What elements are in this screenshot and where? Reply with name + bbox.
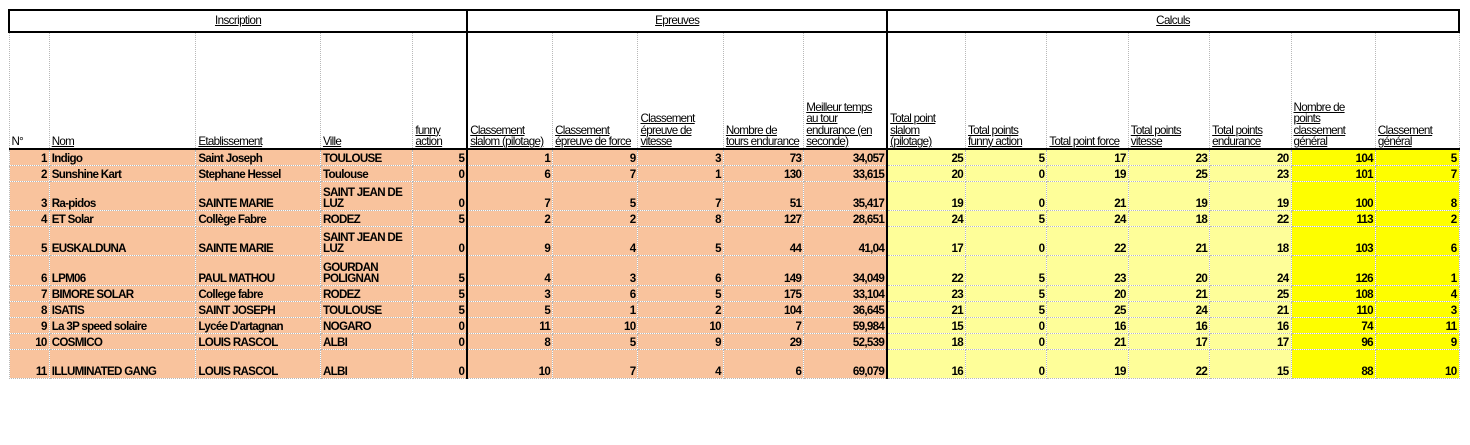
col-classement-vitesse-cell: 5 (638, 227, 723, 256)
col-total-slalom-cell: 22 (887, 256, 965, 286)
col-ville-cell: ALBI (320, 350, 412, 379)
col-etablissement-cell: Collège Fabre (196, 211, 321, 227)
col-meilleur-temps-cell: 35,417 (804, 182, 887, 211)
col-total-slalom-cell: 25 (887, 149, 965, 166)
col-total-endurance-cell: 21 (1210, 302, 1291, 318)
col-points-general-cell: 104 (1291, 149, 1375, 166)
col-total-vitesse-cell: 22 (1128, 350, 1209, 379)
col-meilleur-temps-cell: 41,04 (804, 227, 887, 256)
col-points-general-cell: 113 (1291, 211, 1375, 227)
col-total-vitesse-cell: 23 (1128, 149, 1209, 166)
table-row (9, 334, 1459, 350)
col-classement-general-cell: 1 (1375, 256, 1459, 286)
col-number-cell: 4 (9, 211, 49, 227)
col-number-cell: 10 (9, 334, 49, 350)
col-funny-action-cell: 5 (413, 302, 467, 318)
col-total-funny-cell: 0 (966, 334, 1047, 350)
col-classement-slalom-cell: 4 (467, 256, 552, 286)
col-total-funny-cell: 0 (966, 166, 1047, 182)
col-total-funny-header: Total points funny action (966, 32, 1047, 149)
col-points-general-cell: 96 (1291, 334, 1375, 350)
col-ville-cell: SAINT JEAN DE LUZ (320, 227, 412, 256)
col-tours-endurance-cell: 6 (723, 350, 803, 379)
col-total-force-cell: 25 (1047, 302, 1128, 318)
col-number-cell: 5 (9, 227, 49, 256)
table-row (9, 318, 1459, 334)
col-etablissement-cell: SAINTE MARIE (196, 227, 321, 256)
col-total-slalom-cell: 24 (887, 211, 965, 227)
table-row (9, 227, 1459, 256)
col-points-general-cell: 100 (1291, 182, 1375, 211)
col-classement-general-cell: 7 (1375, 166, 1459, 182)
col-classement-slalom-cell: 3 (467, 286, 552, 302)
col-classement-force-cell: 4 (553, 227, 638, 256)
col-total-endurance-cell: 24 (1210, 256, 1291, 286)
col-tours-endurance-cell: 7 (723, 318, 803, 334)
col-number-cell: 1 (9, 149, 49, 166)
col-nom-cell: Indigo (49, 149, 196, 166)
col-total-endurance-cell: 19 (1210, 182, 1291, 211)
col-classement-general-cell: 10 (1375, 350, 1459, 379)
col-total-force-cell: 20 (1047, 286, 1128, 302)
col-total-endurance-cell: 15 (1210, 350, 1291, 379)
col-funny-action-cell: 5 (413, 211, 467, 227)
col-total-vitesse-cell: 25 (1128, 166, 1209, 182)
col-nom-cell: EUSKALDUNA (49, 227, 196, 256)
col-etablissement-cell: Stephane Hessel (196, 166, 321, 182)
col-funny-action-cell: 5 (413, 256, 467, 286)
col-total-force-cell: 21 (1047, 182, 1128, 211)
col-meilleur-temps-cell: 28,651 (804, 211, 887, 227)
col-total-slalom-cell: 20 (887, 166, 965, 182)
col-number-cell: 2 (9, 166, 49, 182)
col-classement-slalom-cell: 8 (467, 334, 552, 350)
col-classement-vitesse-cell: 4 (638, 350, 723, 379)
col-classement-vitesse-cell: 9 (638, 334, 723, 350)
col-funny-action-cell: 0 (413, 350, 467, 379)
col-classement-general-cell: 6 (1375, 227, 1459, 256)
col-tours-endurance-cell: 104 (723, 302, 803, 318)
col-classement-force-cell: 1 (553, 302, 638, 318)
col-funny-action-cell: 0 (413, 182, 467, 211)
col-total-vitesse-cell: 17 (1128, 334, 1209, 350)
col-total-force-cell: 19 (1047, 350, 1128, 379)
col-classement-force-cell: 10 (553, 318, 638, 334)
col-nom-cell: ILLUMINATED GANG (49, 350, 196, 379)
column-header-row (9, 32, 1459, 149)
col-classement-force-cell: 2 (553, 211, 638, 227)
col-meilleur-temps-cell: 36,645 (804, 302, 887, 318)
col-total-force-cell: 23 (1047, 256, 1128, 286)
col-classement-slalom-cell: 7 (467, 182, 552, 211)
col-classement-force-cell: 9 (553, 149, 638, 166)
col-etablissement-cell: LOUIS RASCOL (196, 334, 321, 350)
col-total-funny-cell: 0 (966, 350, 1047, 379)
table-row (9, 182, 1459, 211)
col-total-vitesse-cell: 18 (1128, 211, 1209, 227)
col-ville-cell: Toulouse (320, 166, 412, 182)
col-etablissement-header: Etablissement (196, 32, 321, 149)
col-tours-endurance-cell: 130 (723, 166, 803, 182)
col-classement-general-cell: 5 (1375, 149, 1459, 166)
col-number-cell: 3 (9, 182, 49, 211)
col-classement-general-cell: 8 (1375, 182, 1459, 211)
col-total-funny-cell: 5 (966, 211, 1047, 227)
col-total-vitesse-cell: 19 (1128, 182, 1209, 211)
col-classement-general-header: Classement général (1375, 32, 1459, 149)
col-nom-cell: Ra-pidos (49, 182, 196, 211)
col-total-vitesse-cell: 16 (1128, 318, 1209, 334)
col-ville-cell: ALBI (320, 334, 412, 350)
group-epreuves: Epreuves (467, 10, 887, 32)
col-tours-endurance-cell: 29 (723, 334, 803, 350)
col-classement-vitesse-cell: 2 (638, 302, 723, 318)
col-total-funny-cell: 0 (966, 227, 1047, 256)
col-nom-cell: Sunshine Kart (49, 166, 196, 182)
col-etablissement-cell: SAINTE MARIE (196, 182, 321, 211)
col-number-cell: 8 (9, 302, 49, 318)
col-total-slalom-header: Total point slalom (pilotage) (887, 32, 965, 149)
col-classement-slalom-cell: 1 (467, 149, 552, 166)
col-classement-slalom-cell: 6 (467, 166, 552, 182)
results-spreadsheet (8, 9, 1460, 379)
group-inscription: Inscription (9, 10, 467, 32)
col-nom-cell: BIMORE SOLAR (49, 286, 196, 302)
col-tours-endurance-cell: 175 (723, 286, 803, 302)
col-classement-vitesse-cell: 7 (638, 182, 723, 211)
col-total-force-cell: 22 (1047, 227, 1128, 256)
col-classement-vitesse-cell: 1 (638, 166, 723, 182)
col-classement-slalom-cell: 2 (467, 211, 552, 227)
col-points-general-cell: 110 (1291, 302, 1375, 318)
col-funny-action-cell: 0 (413, 166, 467, 182)
col-meilleur-temps-cell: 33,104 (804, 286, 887, 302)
col-total-endurance-cell: 22 (1210, 211, 1291, 227)
col-points-general-cell: 126 (1291, 256, 1375, 286)
col-meilleur-temps-cell: 52,539 (804, 334, 887, 350)
col-total-endurance-cell: 18 (1210, 227, 1291, 256)
col-classement-slalom-header: Classement slalom (pilotage) (467, 32, 552, 149)
col-tours-endurance-cell: 44 (723, 227, 803, 256)
col-meilleur-temps-cell: 34,049 (804, 256, 887, 286)
col-total-force-cell: 16 (1047, 318, 1128, 334)
col-funny-action-cell: 0 (413, 334, 467, 350)
col-points-general-cell: 74 (1291, 318, 1375, 334)
col-classement-slalom-cell: 9 (467, 227, 552, 256)
col-points-general-header: Nombre de points classement général (1291, 32, 1375, 149)
col-total-funny-cell: 0 (966, 182, 1047, 211)
table-row (9, 286, 1459, 302)
col-total-vitesse-header: Total points vitesse (1128, 32, 1209, 149)
col-total-funny-cell: 5 (966, 256, 1047, 286)
col-meilleur-temps-cell: 59,984 (804, 318, 887, 334)
col-total-funny-cell: 5 (966, 149, 1047, 166)
col-tours-endurance-header: Nombre de tours endurance (723, 32, 803, 149)
col-tours-endurance-cell: 149 (723, 256, 803, 286)
col-total-vitesse-cell: 20 (1128, 256, 1209, 286)
col-funny-action-cell: 0 (413, 318, 467, 334)
col-total-funny-cell: 5 (966, 286, 1047, 302)
col-total-slalom-cell: 19 (887, 182, 965, 211)
col-total-vitesse-cell: 21 (1128, 286, 1209, 302)
col-points-general-cell: 101 (1291, 166, 1375, 182)
col-classement-vitesse-cell: 5 (638, 286, 723, 302)
group-header-row (9, 10, 1459, 32)
col-classement-force-header: Classement épreuve de force (553, 32, 638, 149)
col-meilleur-temps-cell: 69,079 (804, 350, 887, 379)
col-classement-force-cell: 3 (553, 256, 638, 286)
col-classement-vitesse-cell: 8 (638, 211, 723, 227)
col-total-funny-cell: 0 (966, 318, 1047, 334)
col-ville-cell: SAINT JEAN DE LUZ (320, 182, 412, 211)
col-funny-action-cell: 0 (413, 227, 467, 256)
table-row (9, 149, 1459, 166)
col-ville-cell: TOULOUSE (320, 149, 412, 166)
table-row (9, 302, 1459, 318)
col-ville-header: Ville (320, 32, 412, 149)
col-classement-vitesse-cell: 6 (638, 256, 723, 286)
col-funny-action-header: funny action (413, 32, 467, 149)
col-points-general-cell: 88 (1291, 350, 1375, 379)
col-nom-cell: ET Solar (49, 211, 196, 227)
col-classement-general-cell: 11 (1375, 318, 1459, 334)
col-classement-vitesse-cell: 3 (638, 149, 723, 166)
col-total-endurance-cell: 23 (1210, 166, 1291, 182)
col-classement-vitesse-header: Classement épreuve de vitesse (638, 32, 723, 149)
col-classement-general-cell: 2 (1375, 211, 1459, 227)
col-number-header: N° (9, 32, 49, 149)
col-total-slalom-cell: 21 (887, 302, 965, 318)
col-total-slalom-cell: 18 (887, 334, 965, 350)
col-classement-slalom-cell: 5 (467, 302, 552, 318)
col-classement-vitesse-cell: 10 (638, 318, 723, 334)
col-total-slalom-cell: 17 (887, 227, 965, 256)
col-classement-force-cell: 6 (553, 286, 638, 302)
col-total-force-header: Total point force (1047, 32, 1128, 149)
col-total-slalom-cell: 16 (887, 350, 965, 379)
col-funny-action-cell: 5 (413, 149, 467, 166)
col-number-cell: 9 (9, 318, 49, 334)
col-ville-cell: TOULOUSE (320, 302, 412, 318)
col-total-endurance-cell: 17 (1210, 334, 1291, 350)
table-row (9, 166, 1459, 182)
col-total-force-cell: 24 (1047, 211, 1128, 227)
col-total-slalom-cell: 15 (887, 318, 965, 334)
col-classement-slalom-cell: 11 (467, 318, 552, 334)
col-etablissement-cell: PAUL MATHOU (196, 256, 321, 286)
col-classement-general-cell: 4 (1375, 286, 1459, 302)
col-classement-force-cell: 7 (553, 166, 638, 182)
col-total-funny-cell: 5 (966, 302, 1047, 318)
col-etablissement-cell: SAINT JOSEPH (196, 302, 321, 318)
col-meilleur-temps-header: Meilleur temps au tour endurance (en seconde) (804, 32, 887, 149)
group-calculs: Calculs (887, 10, 1459, 32)
col-total-force-cell: 17 (1047, 149, 1128, 166)
col-tours-endurance-cell: 73 (723, 149, 803, 166)
col-tours-endurance-cell: 127 (723, 211, 803, 227)
col-ville-cell: NOGARO (320, 318, 412, 334)
col-ville-cell: RODEZ (320, 286, 412, 302)
col-total-vitesse-cell: 24 (1128, 302, 1209, 318)
col-total-force-cell: 19 (1047, 166, 1128, 182)
col-points-general-cell: 108 (1291, 286, 1375, 302)
col-total-vitesse-cell: 21 (1128, 227, 1209, 256)
col-nom-cell: La 3P speed solaire (49, 318, 196, 334)
col-meilleur-temps-cell: 34,057 (804, 149, 887, 166)
col-points-general-cell: 103 (1291, 227, 1375, 256)
col-number-cell: 6 (9, 256, 49, 286)
col-etablissement-cell: Lycée D'artagnan (196, 318, 321, 334)
col-classement-force-cell: 5 (553, 334, 638, 350)
col-total-endurance-cell: 16 (1210, 318, 1291, 334)
col-number-cell: 11 (9, 350, 49, 379)
col-total-endurance-header: Total points endurance (1210, 32, 1291, 149)
col-classement-force-cell: 7 (553, 350, 638, 379)
table-row (9, 211, 1459, 227)
col-classement-force-cell: 5 (553, 182, 638, 211)
col-total-force-cell: 21 (1047, 334, 1128, 350)
col-total-endurance-cell: 25 (1210, 286, 1291, 302)
col-classement-general-cell: 3 (1375, 302, 1459, 318)
col-total-endurance-cell: 20 (1210, 149, 1291, 166)
col-nom-cell: LPM06 (49, 256, 196, 286)
col-ville-cell: RODEZ (320, 211, 412, 227)
col-nom-cell: ISATIS (49, 302, 196, 318)
col-meilleur-temps-cell: 33,615 (804, 166, 887, 182)
col-tours-endurance-cell: 51 (723, 182, 803, 211)
col-classement-slalom-cell: 10 (467, 350, 552, 379)
col-number-cell: 7 (9, 286, 49, 302)
col-classement-general-cell: 9 (1375, 334, 1459, 350)
col-etablissement-cell: Saint Joseph (196, 149, 321, 166)
col-ville-cell: GOURDAN POLIGNAN (320, 256, 412, 286)
col-nom-cell: COSMICO (49, 334, 196, 350)
col-etablissement-cell: College fabre (196, 286, 321, 302)
table-row (9, 256, 1459, 286)
col-funny-action-cell: 5 (413, 286, 467, 302)
col-nom-header: Nom (49, 32, 196, 149)
col-total-slalom-cell: 23 (887, 286, 965, 302)
col-etablissement-cell: LOUIS RASCOL (196, 350, 321, 379)
table-row (9, 350, 1459, 379)
